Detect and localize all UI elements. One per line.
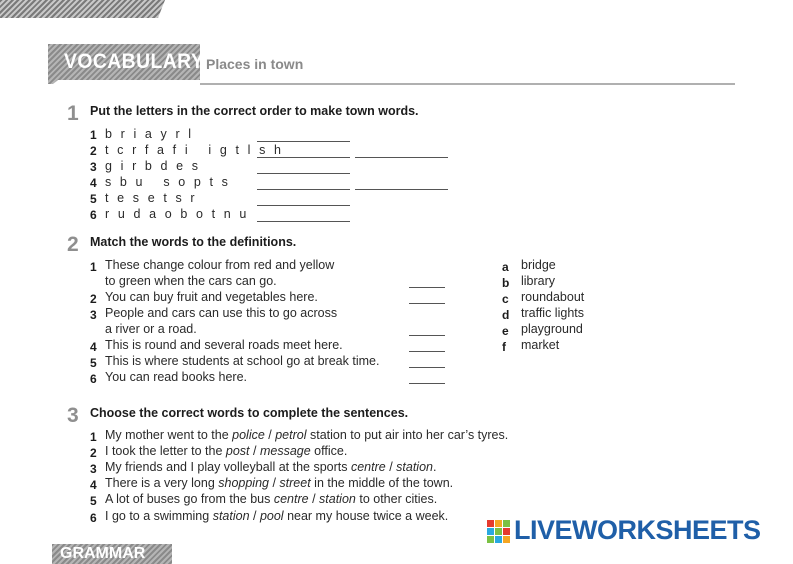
exercise-2-number: 2	[67, 233, 79, 256]
ex3-item-number: 3	[90, 462, 97, 476]
ex3-item-number: 6	[90, 511, 97, 525]
section-subtitle: Places in town	[206, 56, 304, 72]
ex1-item-number: 5	[90, 192, 97, 206]
ex2-option-letter: c	[502, 292, 509, 306]
ex2-option-word: roundabout	[521, 290, 585, 304]
ex2-option-letter: a	[502, 260, 509, 274]
exercise-1-number: 1	[67, 102, 79, 125]
ex2-definition-cont: a river or a road.	[105, 322, 197, 336]
ex1-item-number: 1	[90, 128, 97, 142]
ex3-choice-b[interactable]: station	[396, 460, 433, 474]
ex1-item-number: 2	[90, 144, 97, 158]
ex3-choice-b[interactable]: street	[279, 476, 311, 490]
ex2-answer-blank[interactable]	[409, 335, 445, 336]
ex2-option-word: traffic lights	[521, 306, 584, 320]
ex3-item-number: 1	[90, 430, 97, 444]
ex1-answer-blank[interactable]	[257, 173, 350, 174]
ex1-answer-blank[interactable]	[257, 141, 350, 142]
top-stripe-decoration	[0, 0, 165, 18]
ex2-option-letter: b	[502, 276, 510, 290]
ex2-item-number: 3	[90, 308, 97, 322]
ex2-answer-blank[interactable]	[409, 367, 445, 368]
ex2-item-number: 5	[90, 356, 97, 370]
ex1-answer-blank[interactable]	[355, 157, 448, 158]
exercise-3-number: 3	[67, 404, 79, 427]
exercise-3-instruction: Choose the correct words to complete the sentences.	[90, 406, 409, 420]
ex1-scrambled-word: s b u s o p t s	[105, 175, 231, 189]
exercise-1-instruction: Put the letters in the correct order to make town words.	[90, 104, 419, 118]
ex3-choice-a[interactable]: centre	[273, 492, 309, 506]
ex2-item-number: 2	[90, 292, 97, 306]
liveworksheets-logo-text: LIVEWORKSHEETS	[514, 515, 761, 545]
ex1-answer-blank[interactable]	[257, 189, 350, 190]
ex3-choice-a[interactable]: centre	[350, 460, 386, 474]
ex2-definition-cont: to green when the cars can go.	[105, 274, 277, 288]
ex1-scrambled-word: r u d a o b o t n u	[105, 207, 249, 221]
ex1-answer-blank[interactable]	[355, 189, 448, 190]
ex3-choice-b[interactable]: station	[319, 492, 356, 506]
ex3-sentence: My mother went to the police / petrol station to put air into her car’s tyres.	[105, 428, 509, 442]
ex1-scrambled-word: t c r f a f i i g t l s h	[105, 143, 284, 157]
ex2-item-number: 4	[90, 340, 97, 354]
ex1-item-number: 3	[90, 160, 97, 174]
ex1-answer-blank[interactable]	[257, 221, 350, 222]
ex3-item-number: 2	[90, 446, 97, 460]
ex3-sentence: I took the letter to the post / message office.	[105, 444, 348, 458]
ex1-answer-blank[interactable]	[257, 157, 350, 158]
ex2-answer-blank[interactable]	[409, 351, 445, 352]
ex1-item-number: 6	[90, 208, 97, 222]
ex2-answer-blank[interactable]	[409, 303, 445, 304]
ex3-sentence: There is a very long shopping / street in the middle of the town.	[105, 476, 454, 490]
ex3-item-number: 5	[90, 494, 97, 508]
ex2-definition: This is round and several roads meet here.	[105, 338, 343, 352]
ex3-choice-a[interactable]: shopping	[218, 476, 269, 490]
ex1-scrambled-word: t e s e t s r	[105, 191, 198, 205]
ex2-option-word: bridge	[521, 258, 556, 272]
ex2-option-letter: d	[502, 308, 510, 322]
ex3-sentence: My friends and I play volleyball at the sports centre / station.	[105, 460, 437, 474]
ex2-option-letter: e	[502, 324, 509, 338]
ex3-choice-b[interactable]: petrol	[275, 428, 307, 442]
ex2-option-word: market	[521, 338, 560, 352]
exercise-2-instruction: Match the words to the definitions.	[90, 235, 297, 249]
ex3-choice-a[interactable]: police	[232, 428, 265, 442]
ex2-item-number: 6	[90, 372, 97, 386]
ex2-definition: You can read books here.	[105, 370, 248, 384]
ex2-definition: These change colour from red and yellow	[105, 258, 335, 272]
section-title: VOCABULARY	[64, 50, 205, 73]
ex3-sentence: I go to a swimming station / pool near my house twice a week.	[105, 509, 449, 523]
ex2-option-word: playground	[521, 322, 583, 336]
ex3-choice-a[interactable]: station	[212, 509, 250, 523]
ex2-option-word: library	[521, 274, 556, 288]
ex2-item-number: 1	[90, 260, 97, 274]
ex3-choice-a[interactable]: post	[225, 444, 250, 458]
ex3-sentence: A lot of buses go from the bus centre / station to other cities.	[105, 492, 438, 506]
ex2-answer-blank[interactable]	[409, 383, 445, 384]
ex2-option-letter: f	[502, 340, 506, 354]
liveworksheets-logo-icon	[487, 520, 511, 544]
ex2-definition: People and cars can use this to go across	[105, 306, 338, 320]
header-divider	[200, 83, 735, 85]
ex3-choice-b[interactable]: message	[259, 444, 311, 458]
ex2-definition: This is where students at school go at break time.	[105, 354, 380, 368]
ex2-definition: You can buy fruit and vegetables here.	[105, 290, 318, 304]
ex3-item-number: 4	[90, 478, 97, 492]
ex1-answer-blank[interactable]	[257, 205, 350, 206]
ex1-item-number: 4	[90, 176, 97, 190]
ex1-scrambled-word: b r i a y r l	[105, 127, 194, 141]
next-section-title: GRAMMAR	[60, 545, 146, 562]
ex2-answer-blank[interactable]	[409, 287, 445, 288]
ex1-scrambled-word: g i r b d e s	[105, 159, 201, 173]
ex3-choice-b[interactable]: pool	[259, 509, 284, 523]
